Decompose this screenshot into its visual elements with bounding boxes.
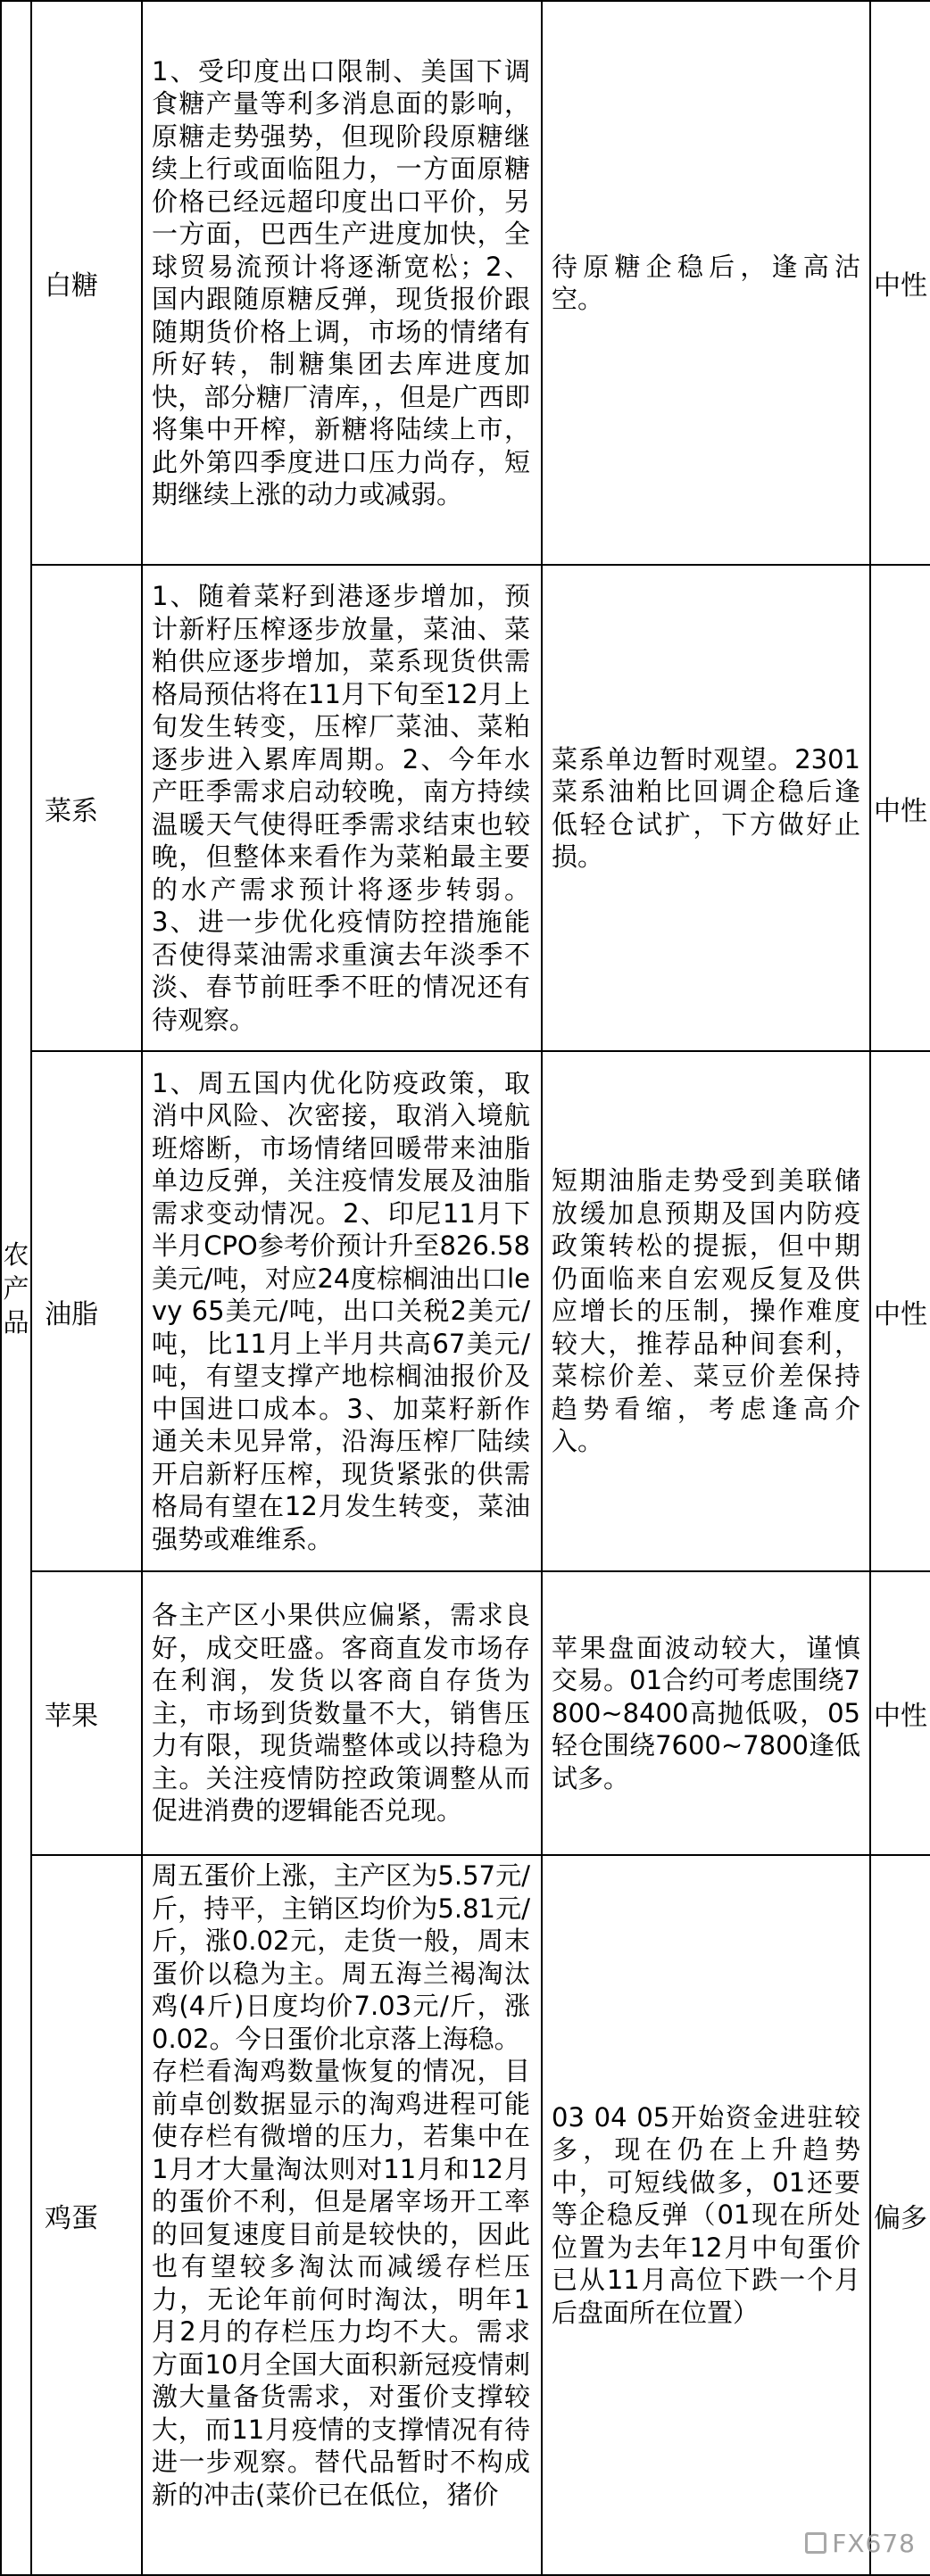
product-name: 菜系 (31, 565, 142, 1051)
watermark-logo: FX678 (805, 2529, 916, 2558)
product-name: 白糖 (31, 1, 142, 565)
strategy-cell: 03 04 05开始资金进驻较多，现在仍在上升趋势中，可短线做多，01还要等企稳反弹（01现在所处位置为去年12月中旬蛋价已从11月高位下跌一个月后盘面所在位置） (542, 1855, 870, 2575)
view-cell: 偏多 (870, 1855, 930, 2575)
table-row (1, 1855, 930, 2575)
analysis-cell: 1、周五国内优化防疫政策，取消中风险、次密接，取消入境航班熔断，市场情绪回暖带来油脂单边反弹，关注疫情发展及油脂需求变动情况。2、印尼11月下半月CPO参考价预计升至826.58美元/吨，对应24度棕榈油出口levy 65美元/吨，出口关税2美元/吨，比11月上半月共高67美元/吨，有望支撑产地棕榈油报价及中国进口成本。3、加菜籽新作通关未见异常，沿海压榨厂陆续开启新籽压榨，现货紧张的供需格局有望在12月发生转变，菜油强势或难维系。 (142, 1051, 542, 1571)
analysis-cell: 1、随着菜籽到港逐步增加，预计新籽压榨逐步放量，菜油、菜粕供应逐步增加，菜系现货供需格局预估将在11月下旬至12月上旬发生转变，压榨厂菜油、菜粕逐步进入累库周期。2、今年水产旺季需求启动较晚，南方持续温暖天气使得旺季需求结束也较晚，但整体来看作为菜粕最主要的水产需求预计将逐步转弱。3、进一步优化疫情防控措施能否使得菜油需求重演去年淡季不淡、春节前旺季不旺的情况还有待观察。 (142, 565, 542, 1051)
category-label: 农 产 品 (3, 1238, 29, 1338)
view-cell: 中性 (870, 1051, 930, 1571)
view-cell: 中性 (870, 1, 930, 565)
view-cell: 中性 (870, 565, 930, 1051)
table-row (1, 1571, 930, 1855)
product-name: 油脂 (31, 1051, 142, 1571)
table-row (1, 565, 930, 1051)
product-name: 鸡蛋 (31, 1855, 142, 2575)
analysis-cell: 各主产区小果供应偏紧，需求良好，成交旺盛。客商直发市场存在利润，发货以客商自存货为主，市场到货数量不大，销售压力有限，现货端整体或以持稳为主。关注疫情防控政策调整从而促进消费的逻辑能否兑现。 (142, 1571, 542, 1855)
analysis-cell: 周五蛋价上涨，主产区为5.57元/斤，持平，主销区均价为5.81元/斤，涨0.02元，走货一般，周末蛋价以稳为主。周五海兰褐淘汰鸡(4斤)日度均价7.03元/斤，涨0.02。今日蛋价北京落上海稳。 存栏看淘鸡数量恢复的情况，目前卓创数据显示的淘鸡进程可能使存栏有微增的压力，若集中在1月才大量淘汰则对11月和12月的蛋价不利，但是屠宰场开工率的回复速度目前是较快的，因此也有望较多淘汰而减缓存栏压力，无论年前何时淘汰，明年1月2月的存栏压力均不大。需求方面10月全国大面积新冠疫情刺激大量备货需求，对蛋价支撑较大，而11月疫情的支撑情况有待进一步观察。替代品暂时不构成新的冲击(菜价已在低位，猪价 (142, 1855, 542, 2575)
table-row (1, 1051, 930, 1571)
view-cell: 中性 (870, 1571, 930, 1855)
strategy-cell: 菜系单边暂时观望。2301菜系油粕比回调企稳后逢低轻仓试扩，下方做好止损。 (542, 565, 870, 1051)
category-cell (1, 1, 31, 2575)
table-row (1, 1, 930, 565)
strategy-cell: 苹果盘面波动较大，谨慎交易。01合约可考虑围绕7800~8400高抛低吸，05轻仓围绕7600~7800逢低试多。 (542, 1571, 870, 1855)
strategy-cell: 短期油脂走势受到美联储放缓加息预期及国内防疫政策转松的提振，但中期仍面临来自宏观反复及供应增长的压制，操作难度较大，推荐品种间套利，菜棕价差、菜豆价差保持趋势看缩，考虑逢高介入。 (542, 1051, 870, 1571)
product-name: 苹果 (31, 1571, 142, 1855)
strategy-cell: 待原糖企稳后，逢高沽空。 (542, 1, 870, 565)
analysis-cell: 1、受印度出口限制、美国下调食糖产量等利多消息面的影响，原糖走势强势，但现阶段原糖继续上行或面临阻力，一方面原糖价格已经远超印度出口平价，另一方面，巴西生产进度加快，全球贸易流预计将逐渐宽松；2、国内跟随原糖反弹，现货报价跟随期货价格上调，市场的情绪有所好转，制糖集团去库进度加快，部分糖厂清库，，但是广西即将集中开榨，新糖将陆续上市，此外第四季度进口压力尚存，短期继续上涨的动力或减弱。 (142, 1, 542, 565)
